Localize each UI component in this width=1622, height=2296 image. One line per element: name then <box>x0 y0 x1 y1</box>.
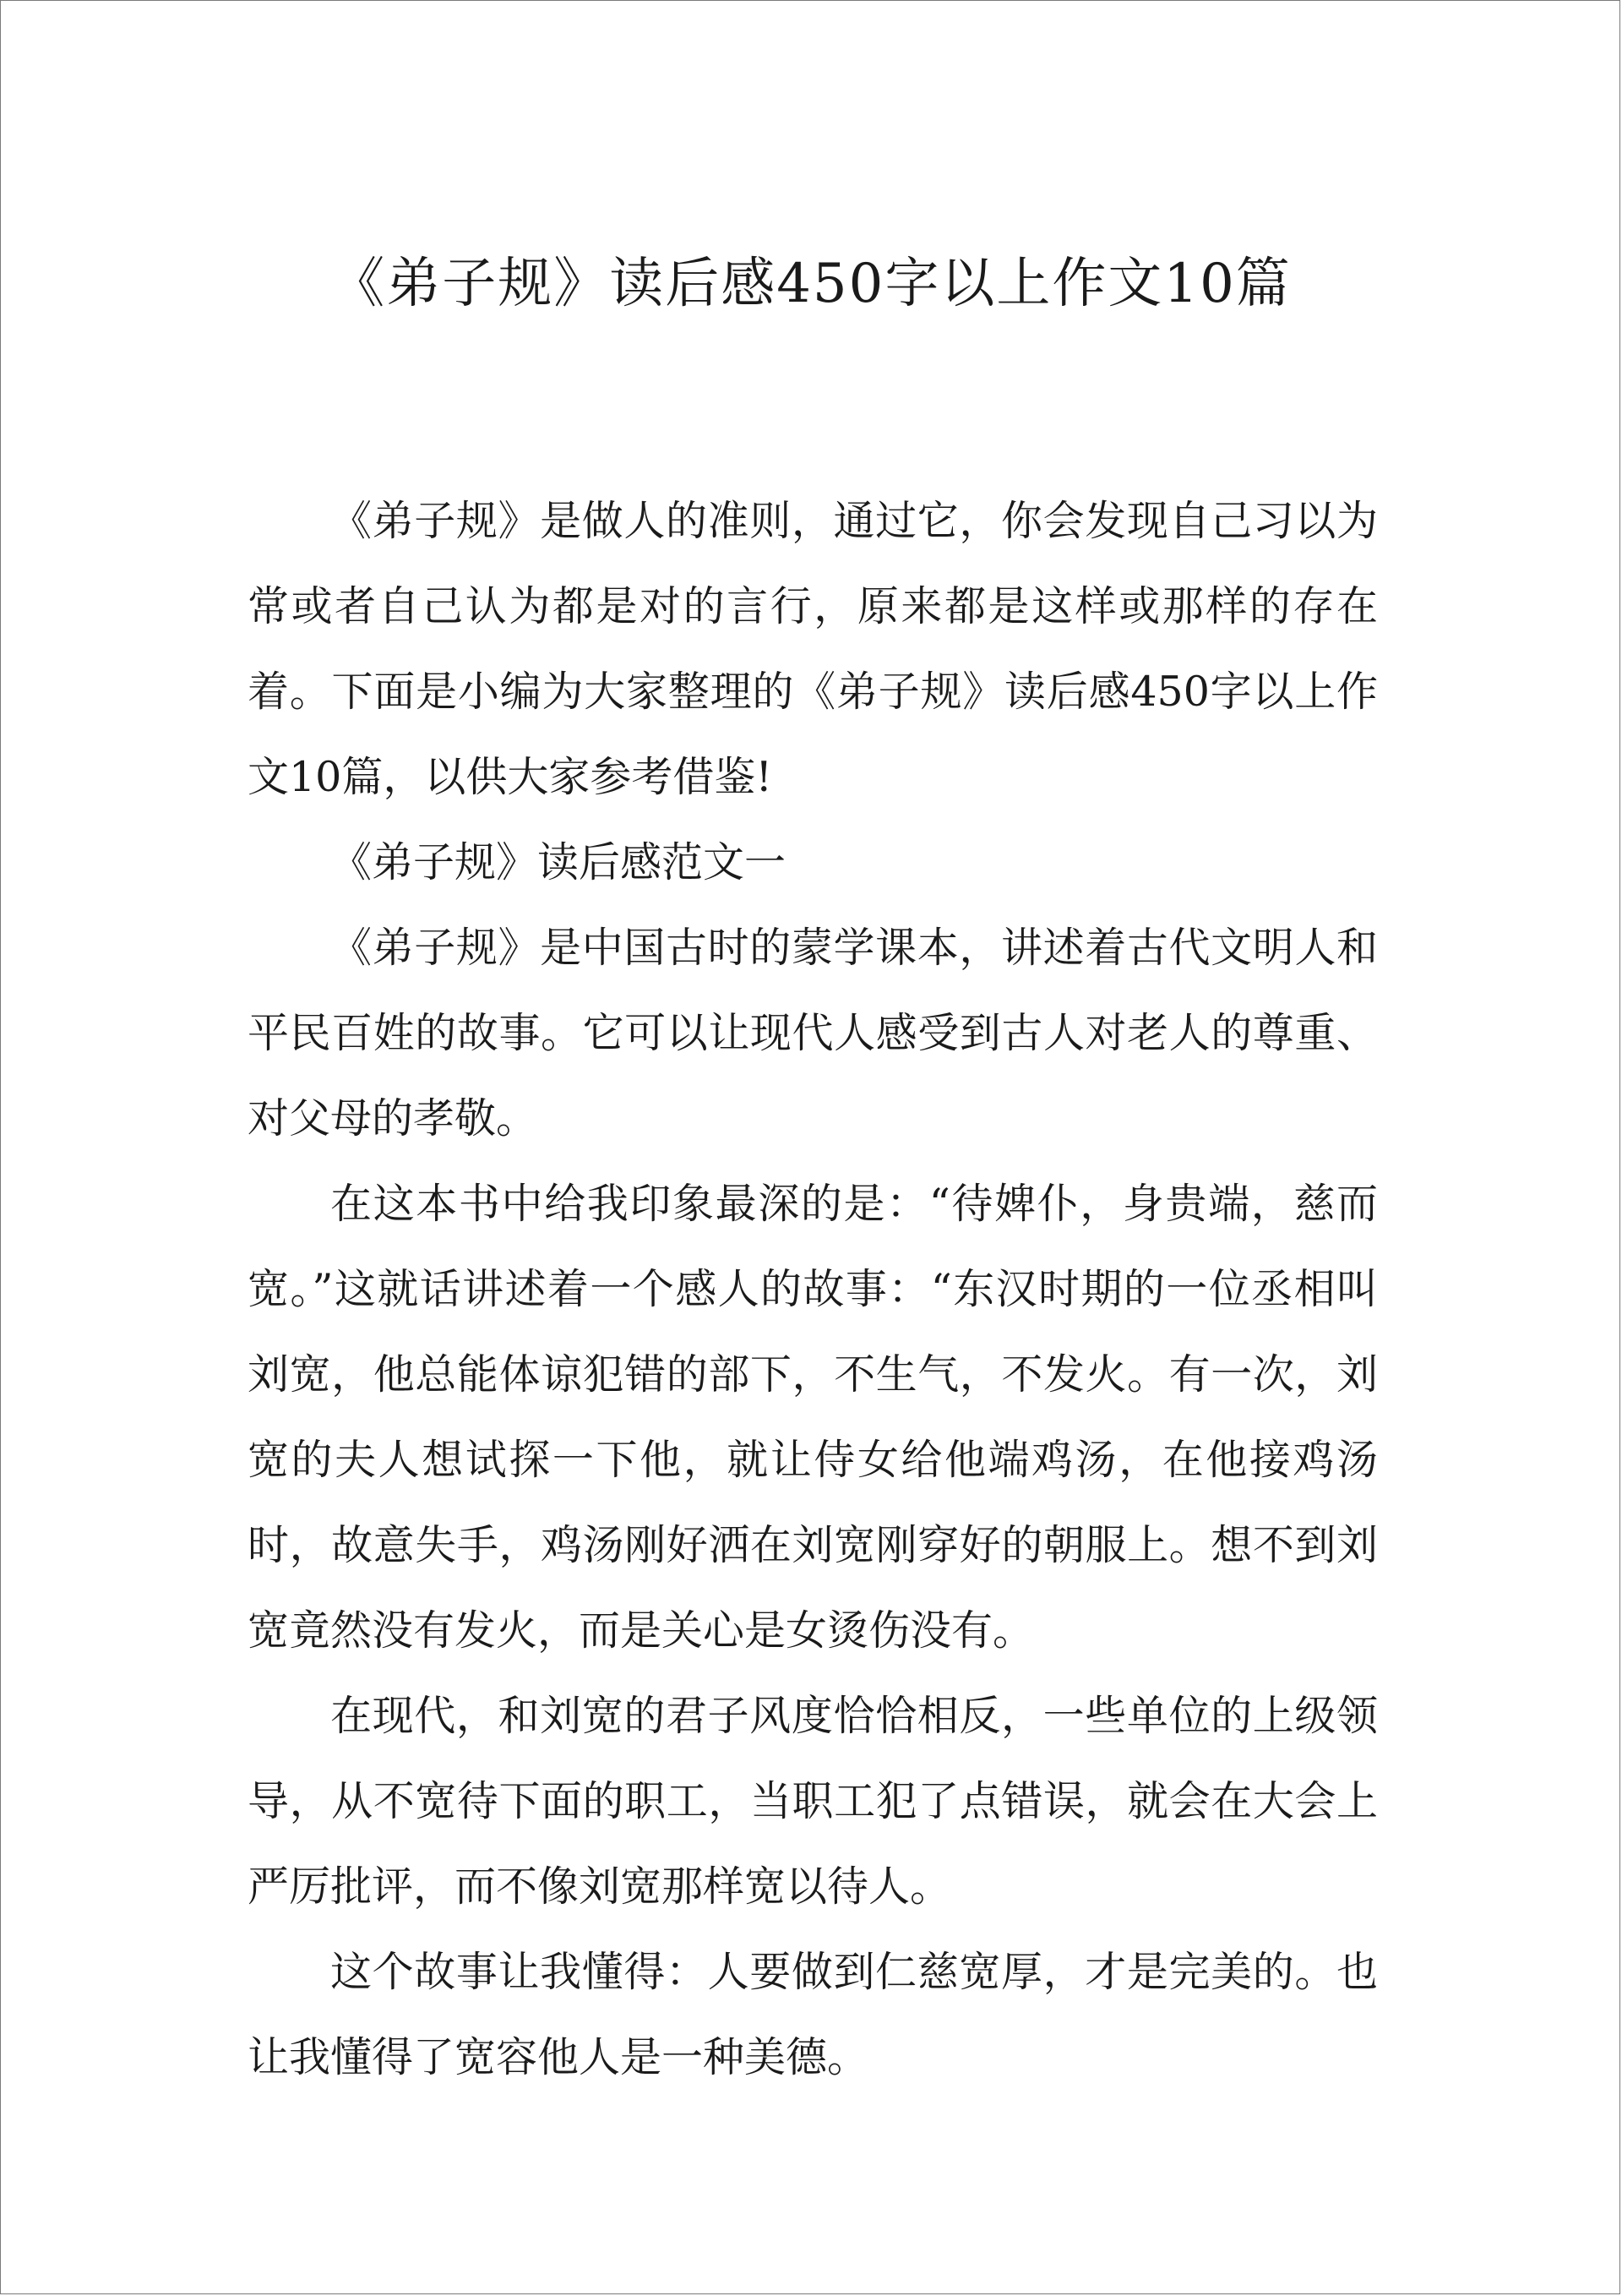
body-paragraph: 在现代，和刘宽的君子风度恰恰相反，一些单位的上级领导，从不宽待下面的职工，当职工犯了点错误，就会在大会上严厉批评，而不像刘宽那样宽以待人。 <box>248 1692 1378 1911</box>
document-body <box>248 478 1378 2100</box>
intro-paragraph: 《弟子规》是做人的准则，通过它，你会发现自己习以为常或者自己认为都是对的言行，原来都是这样或那样的存在着。下面是小编为大家整理的《弟子规》读后感450字以上作文10篇，以供大家参考借鉴! <box>248 497 1378 801</box>
body-paragraph: 这个故事让我懂得：人要做到仁慈宽厚，才是完美的。也让我懂得了宽容他人是一种美德。 <box>248 1948 1378 2081</box>
body-paragraph: 在这本书中给我印象最深的是：“待婢仆，身贵端，慈而宽。”这就话讲述着一个感人的故事：“东汉时期的一位丞相叫刘宽，他总能体谅犯错的部下，不生气，不发火。有一次，刘宽的夫人想试探一下他，就让侍女给他端鸡汤，在他接鸡汤时，故意失手，鸡汤刚好洒在刘宽刚穿好的朝服上。想不到刘宽竟然没有发火，而是关心是女烫伤没有。 <box>248 1180 1378 1655</box>
section-heading: 《弟子规》读后感范文一 <box>330 838 787 886</box>
body-paragraph: 《弟子规》是中国古时的蒙学课本，讲述着古代文明人和平民百姓的故事。它可以让现代人感受到古人对老人的尊重、对父母的孝敬。 <box>248 924 1378 1143</box>
document-title: 《弟子规》读后感450字以上作文10篇 <box>330 253 1292 315</box>
